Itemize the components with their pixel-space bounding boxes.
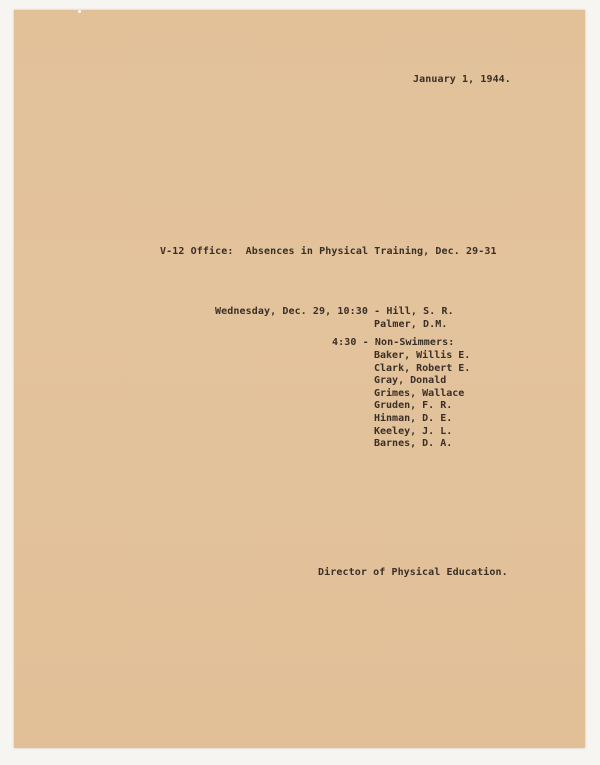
entry-wednesday: Wednesday, Dec. 29, 10:30 - Hill, S. R. xyxy=(215,306,454,317)
list-item: Barnes, D. A. xyxy=(374,438,453,450)
entry-wednesday-cont: Palmer, D.M. xyxy=(374,319,448,330)
list-item: Gray, Donald xyxy=(374,375,447,387)
paper-speck xyxy=(78,10,81,13)
list-item: Gruden, F. R. xyxy=(374,400,453,412)
list-item: Clark, Robert E. xyxy=(374,362,471,374)
document-date: January 1, 1944. xyxy=(413,74,511,85)
document-page xyxy=(14,10,585,748)
entry-non-swimmers-heading: 4:30 - Non-Swimmers: xyxy=(332,337,455,348)
non-swimmers-list xyxy=(374,350,470,451)
list-item: Baker, Willis E. xyxy=(374,350,471,361)
signature-line: Director of Physical Education. xyxy=(318,567,508,578)
list-item: Grimes, Wallace xyxy=(374,387,465,399)
list-item: Hinman, D. E. xyxy=(374,412,453,424)
list-item: Keeley, J. L. xyxy=(374,425,453,437)
document-heading: V-12 Office: Absences in Physical Training, Dec. 29-31 xyxy=(160,246,497,257)
